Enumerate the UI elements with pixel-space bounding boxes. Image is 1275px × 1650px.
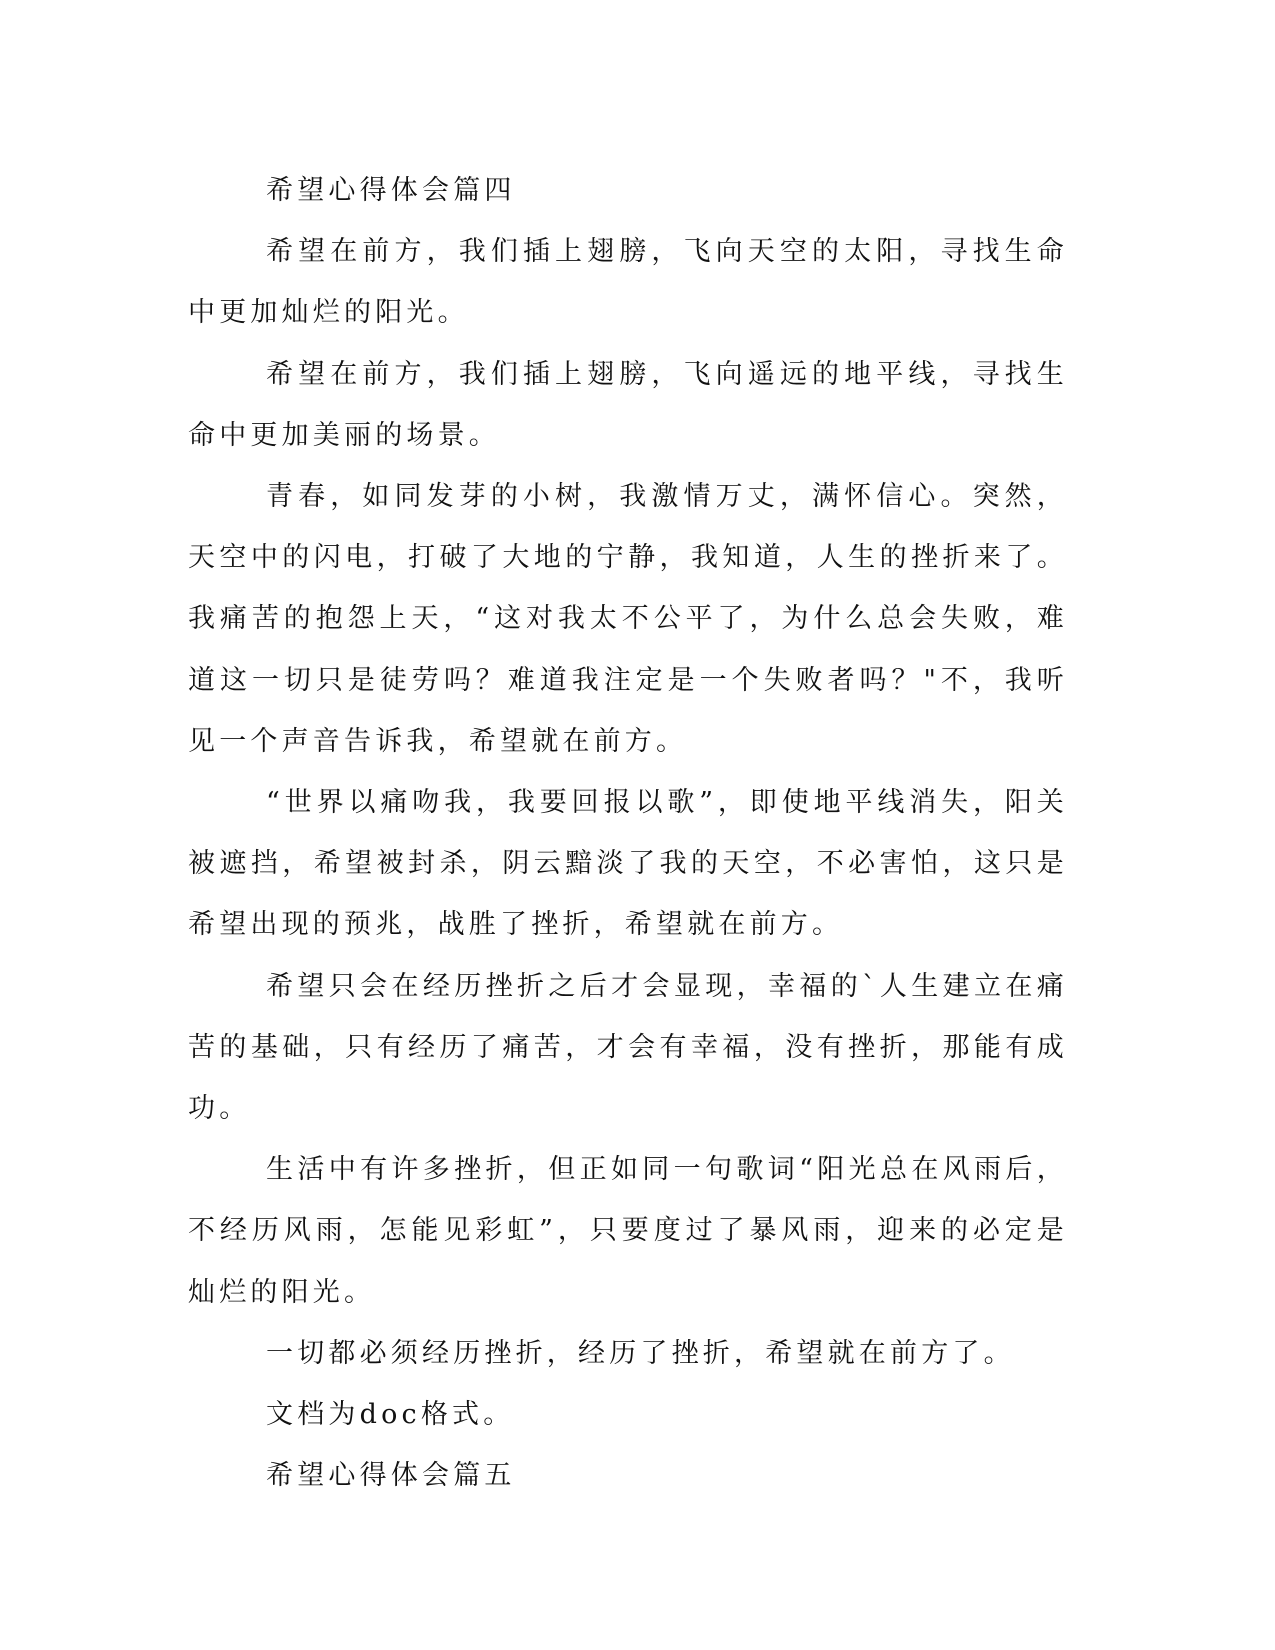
paragraph-6: 生活中有许多挫折，但正如同一句歌词“阳光总在风雨后，不经历风雨，怎能见彩虹”，只要度过了暴风雨，迎来的必定是灿烂的阳光。 (188, 1154, 1068, 1308)
document-body (188, 160, 1068, 1506)
paragraph-2: 希望在前方，我们插上翅膀，飞向遥远的地平线，寻找生命中更加美丽的场景。 (188, 358, 1068, 451)
paragraph-7: 一切都必须经历挫折，经历了挫折，希望就在前方了。 (266, 1337, 1015, 1369)
paragraph-4: “世界以痛吻我，我要回报以歌”，即使地平线消失，阳关被遮挡，希望被封杀，阴云黯淡了我的天空，不必害怕，这只是希望出现的预兆，战胜了挫折，希望就在前方。 (188, 787, 1068, 941)
paragraph-1: 希望在前方，我们插上翅膀，飞向天空的太阳，寻找生命中更加灿烂的阳光。 (188, 236, 1068, 329)
section-heading-5: 希望心得体会篇五 (266, 1460, 516, 1492)
section-heading-4: 希望心得体会篇四 (266, 175, 516, 206)
paragraph-3: 青春，如同发芽的小树，我激情万丈，满怀信心。突然，天空中的闪电，打破了大地的宁静，我知道，人生的挫折来了。我痛苦的抱怨上天，“这对我太不公平了，为什么总会失败，难道这一切只是徒劳吗？难道我注定是一个失败者吗？"不，我听见一个声音告诉我，希望就在前方。 (188, 481, 1068, 757)
paragraph-5: 希望只会在经历挫折之后才会显现，幸福的`人生建立在痛苦的基础，只有经历了痛苦，才会有幸福，没有挫折，那能有成功。 (188, 970, 1068, 1125)
paragraph-8: 文档为doc格式。 (266, 1399, 515, 1431)
